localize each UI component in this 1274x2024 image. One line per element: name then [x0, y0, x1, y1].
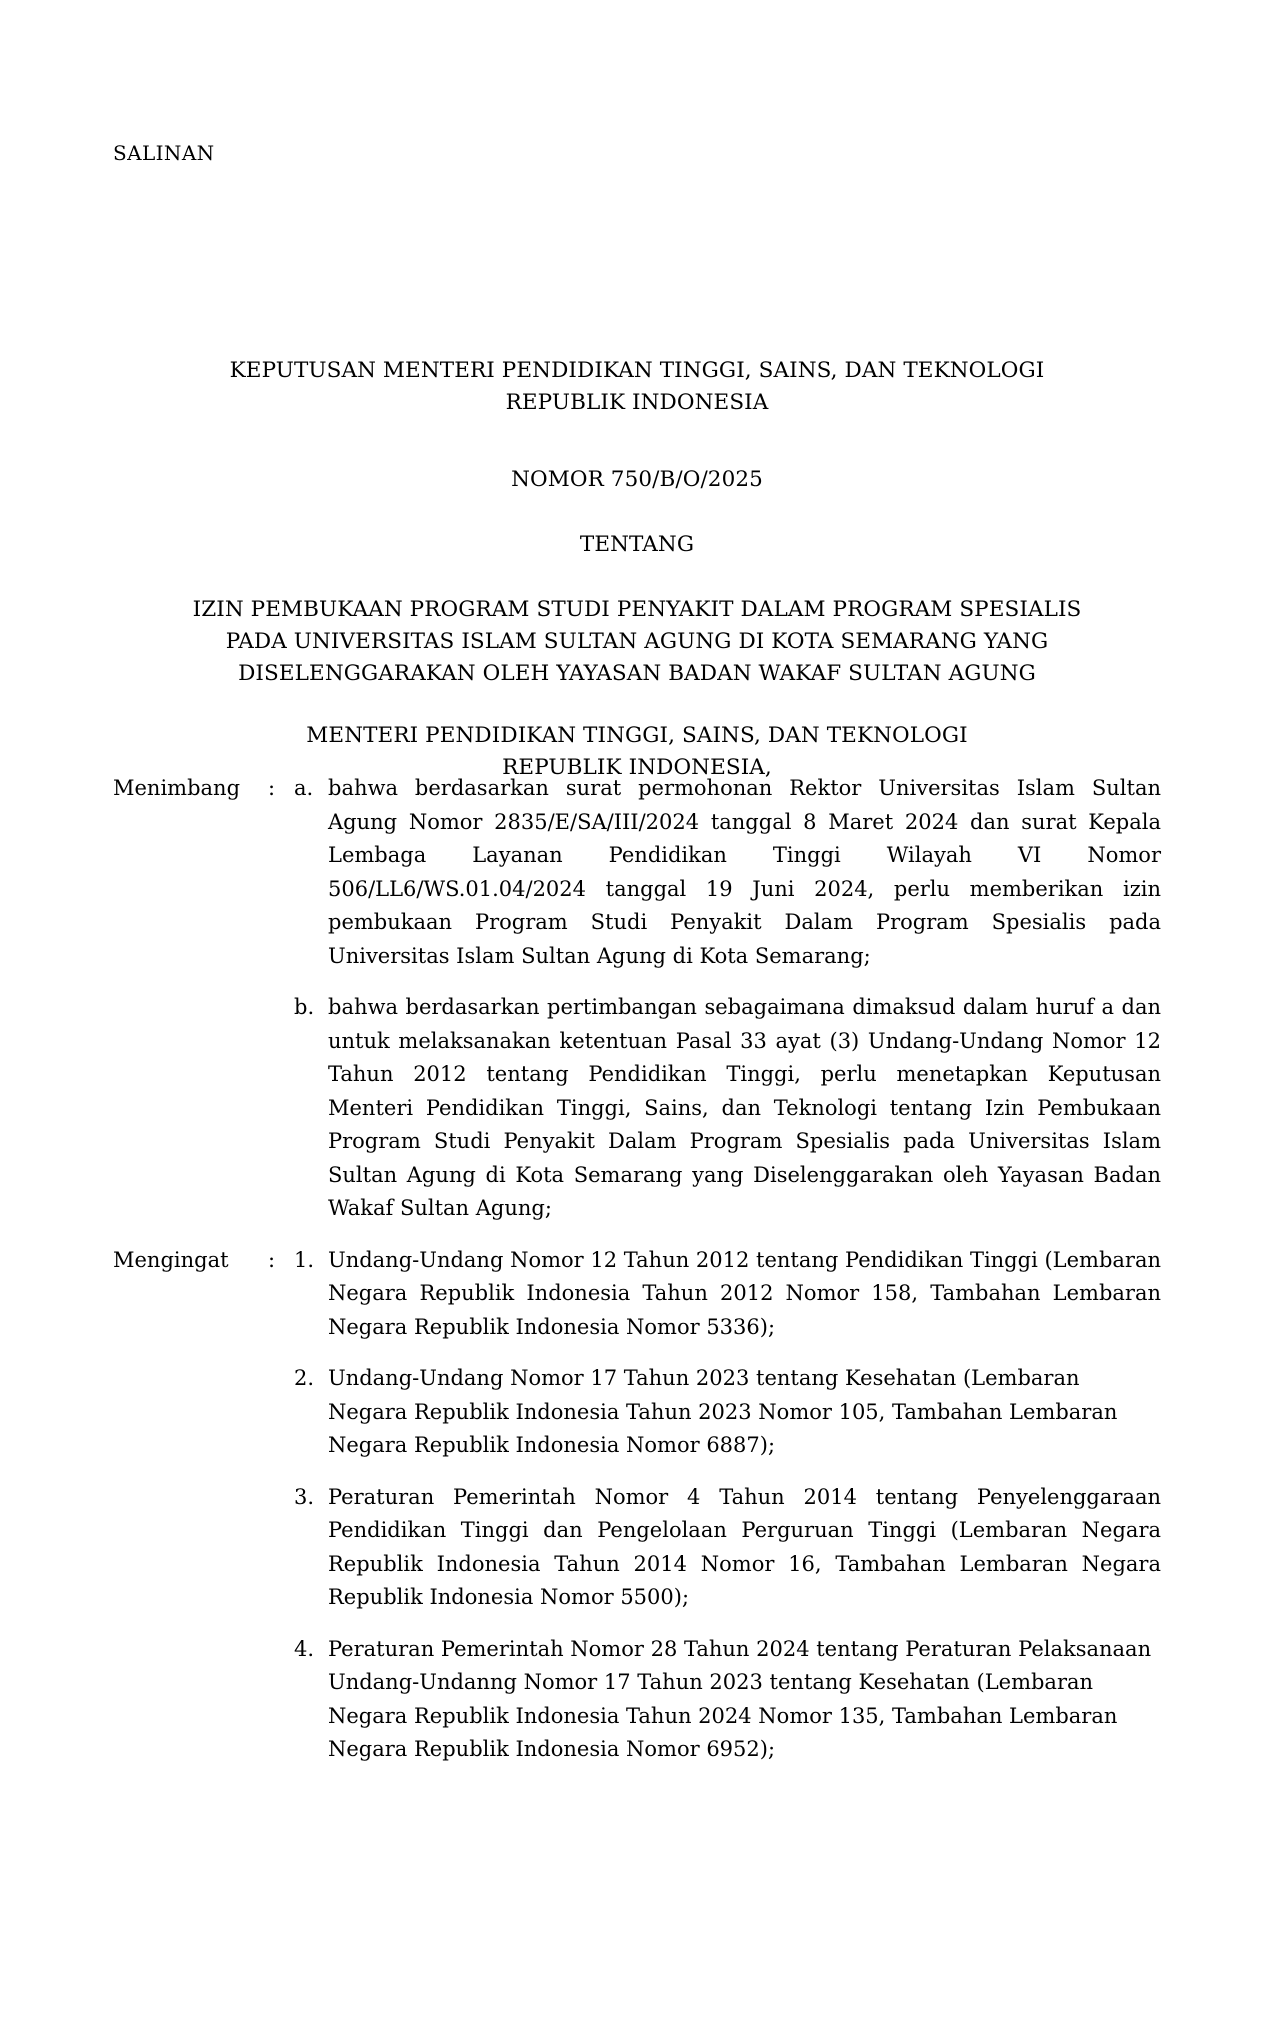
clause-row	[113, 1244, 1161, 1345]
document-heading	[113, 355, 1161, 784]
copy-mark: SALINAN	[113, 141, 215, 165]
subject-line-1: IZIN PEMBUKAAN PROGRAM STUDI PENYAKIT DALAM PROGRAM SPESIALIS	[192, 597, 1082, 622]
about-label: TENTANG	[579, 532, 695, 557]
clause-marker: b.	[294, 995, 315, 1019]
clause-text: Peraturan Pemerintah Nomor 4 Tahun 2014 tentang Penyelenggaraan Pendidikan Tinggi dan Pengelolaan Perguruan Tinggi (Lembaran Negara Republik Indonesia Tahun 2014 Nomor 16, Tambahan Lembaran Negara Republik Indonesia Nomor 5500);	[328, 1484, 1161, 1609]
clause-row	[113, 1481, 1161, 1615]
clause-text: Undang-Undang Nomor 17 Tahun 2023 tentang Kesehatan (Lembaran Negara Republik Indonesia Tahun 2023 Nomor 105, Tambahan Lembaran Negara Republik Indonesia Nomor 6887);	[328, 1366, 1118, 1457]
clause-text: bahwa berdasarkan pertimbangan sebagaimana dimaksud dalam huruf a dan untuk melaksanakan ketentuan Pasal 33 ayat (3) Undang-Undang Nomor 12 Tahun 2012 tentang Pendidikan Tinggi, perlu menetapkan Keputusan Menteri Pendidikan Tinggi, Sains, dan Teknologi tentang Izin Pembukaan Program Studi Penyakit Dalam Program Spesialis pada Universitas Islam Sultan Agung di Kota Semarang yang Diselenggarakan oleh Yayasan Badan Wakaf Sultan Agung;	[328, 995, 1161, 1220]
clause-marker: 1.	[294, 1247, 315, 1272]
clause-marker: 2.	[294, 1366, 315, 1390]
heading-gap-1	[113, 419, 1161, 464]
clause-row	[113, 1362, 1161, 1463]
clause-colon: :	[268, 1247, 276, 1272]
heading-gap-2	[113, 496, 1161, 529]
clause-label-menimbang: Menimbang	[113, 776, 241, 800]
clause-marker: 4.	[294, 1636, 315, 1661]
clause-colon: :	[268, 776, 276, 800]
heading-gap-4	[113, 690, 1161, 720]
authority-line-2: REPUBLIK INDONESIA,	[502, 755, 772, 780]
authority-line-1: MENTERI PENDIDIKAN TINGGI, SAINS, DAN TEKNOLOGI	[306, 723, 968, 748]
clause-text: bahwa berdasarkan surat permohonan Rektor Universitas Islam Sultan Agung Nomor 2835/E/SA/III/2024 tanggal 8 Maret 2024 dan surat Kepala Lembaga Layanan Pendidikan Tinggi Wilayah VI Nomor 506/LL6/WS.01.04/2024 tanggal 19 Juni 2024, perlu memberikan izin pembukaan Program Studi Penyakit Dalam Program Spesialis pada Universitas Islam Sultan Agung di Kota Semarang;	[328, 776, 1161, 968]
clause-text: Peraturan Pemerintah Nomor 28 Tahun 2024 tentang Peraturan Pelaksanaan Undang-Undanng Nomor 17 Tahun 2023 tentang Kesehatan (Lembaran Negara Republik Indonesia Tahun 2024 Nomor 135, Tambahan Lembaran Negara Republik Indonesia Nomor 6952);	[328, 1636, 1152, 1761]
subject-line-2: PADA UNIVERSITAS ISLAM SULTAN AGUNG DI KOTA SEMARANG YANG	[225, 629, 1049, 654]
clause-row	[113, 991, 1161, 1226]
clause-list	[113, 772, 1161, 1767]
clause-marker: a.	[294, 776, 314, 800]
decree-number: NOMOR 750/B/O/2025	[511, 467, 763, 492]
clause-marker: 3.	[294, 1484, 315, 1509]
subject-line-3: DISELENGGARAKAN OLEH YAYASAN BADAN WAKAF SULTAN AGUNG	[238, 661, 1036, 686]
issuer-line-2: REPUBLIK INDONESIA	[505, 390, 769, 415]
clause-text: Undang-Undang Nomor 12 Tahun 2012 tentang Pendidikan Tinggi (Lembaran Negara Republik Indonesia Tahun 2012 Nomor 158, Tambahan Lembaran Negara Republik Indonesia Nomor 5336);	[328, 1247, 1161, 1339]
heading-gap-3	[113, 561, 1161, 594]
clause-row	[113, 772, 1161, 973]
clause-label-mengingat: Mengingat	[113, 1247, 229, 1272]
clause-row	[113, 1633, 1161, 1767]
issuer-line-1: KEPUTUSAN MENTERI PENDIDIKAN TINGGI, SAINS, DAN TEKNOLOGI	[229, 358, 1045, 383]
